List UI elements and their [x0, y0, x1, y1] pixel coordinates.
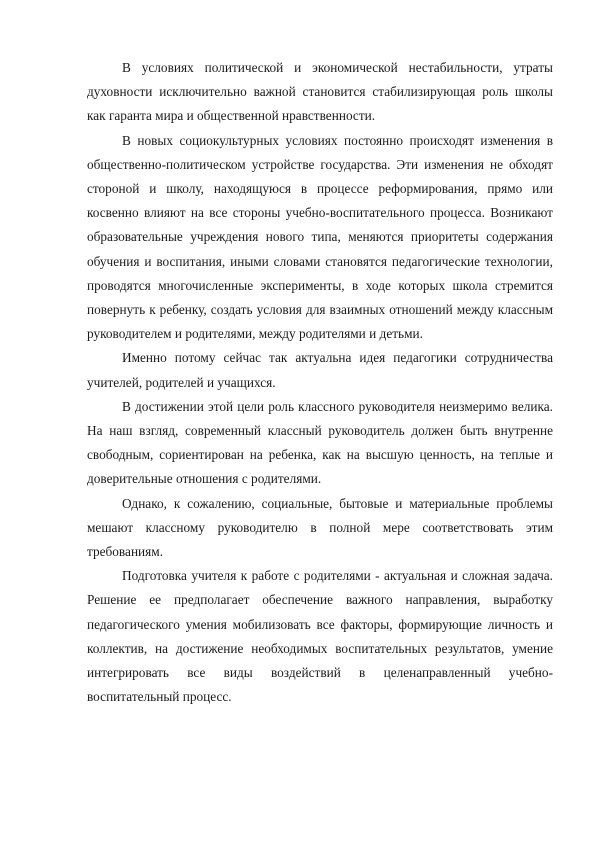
- paragraph-4: В достижении этой цели роль классного руководителя неизмеримо велика. На наш взгляд, современный классный руководитель должен быть внутренне свободным, сориентирован на ребенка, как на высшую ценность, на теплые и доверительные отношения с родителями.: [87, 398, 553, 487]
- paragraph-6: Подготовка учителя к работе с родителями - актуальная и сложная задача. Решение ее предполагает обеспечение важного направления, выработку педагогического умения мобилизовать все факторы, формирующие личность и коллектив, на достижение необходимых воспитательных результатов, умение интегрировать все виды воздействий в целенаправленный учебно-воспитательный процесс.: [87, 568, 553, 705]
- paragraph-1: В условиях политической и экономической нестабильности, утраты духовности исключительно важной становится стабилизирующая роль школы как гаранта мира и общественной нравственности.: [87, 60, 553, 124]
- document-body: [87, 56, 553, 709]
- paragraph-2: В новых социокультурных условиях постоянно происходят изменения в общественно-политическом устройстве государства. Эти изменения не обходят стороной и школу, находящуюся в процессе реформирования, прямо или косвенно влияют на все стороны учебно-воспитательного процесса. Возникают образовательные учреждения нового типа, меняются приоритеты содержания обучения и воспитания, иными словами становятся педагогические технологии, проводятся многочисленные эксперименты, в ходе которых школа стремится повернуть к ребенку, создать условия для взаимных отношений между классным руководителем и родителями, между родителями и детьми.: [87, 132, 553, 342]
- paragraph-3: Именно потому сейчас так актуальна идея педагогики сотрудничества учителей, родителей и учащихся.: [87, 350, 553, 390]
- paragraph-5: Однако, к сожалению, социальные, бытовые и материальные проблемы мешают классному руководителю в полной мере соответствовать этим требованиям.: [87, 495, 553, 560]
